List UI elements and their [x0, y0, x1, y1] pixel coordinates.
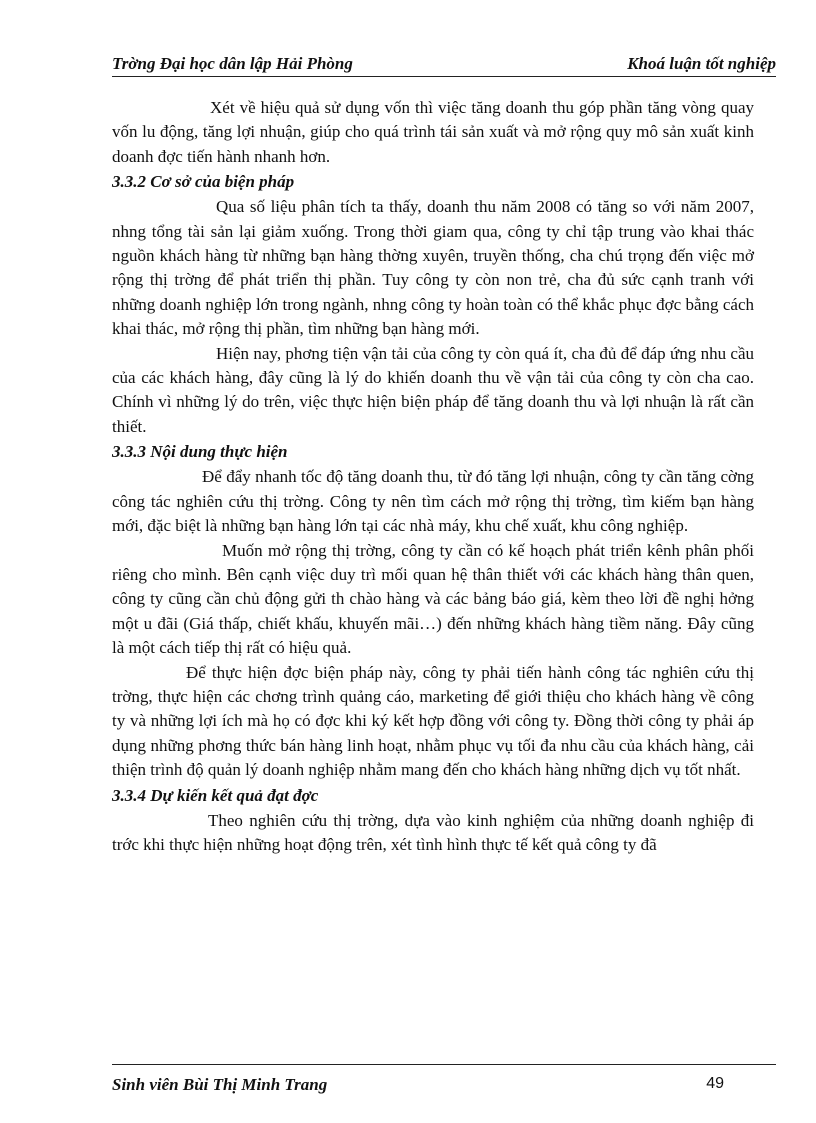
- document-body: [112, 96, 754, 857]
- header-document-type: Khoá luận tốt nghiệp: [627, 54, 776, 73]
- page-number: 49: [706, 1075, 724, 1092]
- footer-student-name: Sinh viên Bùi Thị Minh Trang: [112, 1075, 328, 1094]
- header-school-name: Trờng Đại học dân lập Hải Phòng: [112, 54, 353, 73]
- section-heading-3-3-3: 3.3.3 Nội dung thực hiện: [112, 442, 288, 462]
- paragraph-current-state: Hiện nay, phơng tiện vận tải của công ty còn quá ít, cha đủ để đáp ứng nhu cầu của các khách hàng, đây cũng là lý do khiến doanh thu về vận tải của công ty còn cha cao. Chính vì những lý do trên, việc thực hiện biện pháp để tăng doanh thu và lợi nhuận là rất cần thiết.: [112, 343, 754, 436]
- paragraph-market-expansion: Muốn mở rộng thị trờng, công ty cần có kế hoạch phát triển kênh phân phối riêng cho mình. Bên cạnh việc duy trì mối quan hệ thân thiết với các khách hàng thân quen, công ty cũng cần chủ động gửi th chào hàng và các bảng báo giá, kèm theo lời đề nghị hởng một u đãi (Giá thấp, chiết khấu, khuyến mãi…) đến những khách hàng tiềm năng. Đây cũng là một cách tiếp thị rất có hiệu quả.: [112, 540, 754, 658]
- page-footer: [112, 1064, 776, 1105]
- section-heading-3-3-2: 3.3.2 Cơ sở của biện pháp: [112, 172, 295, 192]
- paragraph-intro: Xét về hiệu quả sử dụng vốn thì việc tăng doanh thu góp phần tăng vòng quay vốn lu động, tăng lợi nhuận, giúp cho quá trình tái sản xuất và mở rộng quy mô sản xuất kinh doanh đợc tiến hành nhanh hơn.: [112, 98, 754, 166]
- paragraph-market-research: Để thực hiện đợc biện pháp này, công ty phải tiến hành công tác nghiên cứu thị trờng, thực hiện các chơng trình quảng cáo, marketing để giới thiệu cho khách hàng về công ty và những lợi ích mà họ có đợc khi ký kết hợp đồng với công ty. Đồng thời công ty phải áp dụng những phơng thức bán hàng linh hoạt, nhằm phục vụ tối đa nhu cầu của khách hàng, cải thiện trình độ quản lý doanh nghiệp nhằm mang đến cho khách hàng những dịch vụ tốt nhất.: [112, 662, 754, 780]
- paragraph-expected-results: Theo nghiên cứu thị trờng, dựa vào kinh nghiệm của những doanh nghiệp đi trớc khi thực hiện những hoạt động trên, xét tình hình thực tế kết quả công ty đã: [112, 810, 754, 854]
- paragraph-basis: Qua số liệu phân tích ta thấy, doanh thu năm 2008 có tăng so với năm 2007, nhng tổng tài sản lại giảm xuống. Trong thời giam qua, công ty chỉ tập trung vào khai thác nguồn khách hàng từ những bạn hàng thờng xuyên, truyền thống, cha chú trọng đến việc mở rộng thị trờng để phát triển thị phần. Tuy công ty còn non trẻ, cha đủ sức cạnh tranh với những doanh nghiệp lớn trong ngành, nhng công ty hoàn toàn có thể khắc phục đợc bằng cách khai thác, mở rộng thị phần, tìm những bạn hàng mới.: [112, 197, 754, 339]
- section-heading-3-3-4: 3.3.4 Dự kiến kết quả đạt đợc: [112, 785, 319, 805]
- page-header: [112, 50, 776, 77]
- paragraph-implementation: Để đẩy nhanh tốc độ tăng doanh thu, từ đó tăng lợi nhuận, công ty cần tăng cờng công tác nghiên cứu thị trờng. Công ty nên tìm cách mở rộng thị trờng, tìm kiếm bạn hàng mới, đặc biệt là những bạn hàng lớn tại các nhà máy, khu chế xuất, khu công nghiệp.: [112, 467, 754, 536]
